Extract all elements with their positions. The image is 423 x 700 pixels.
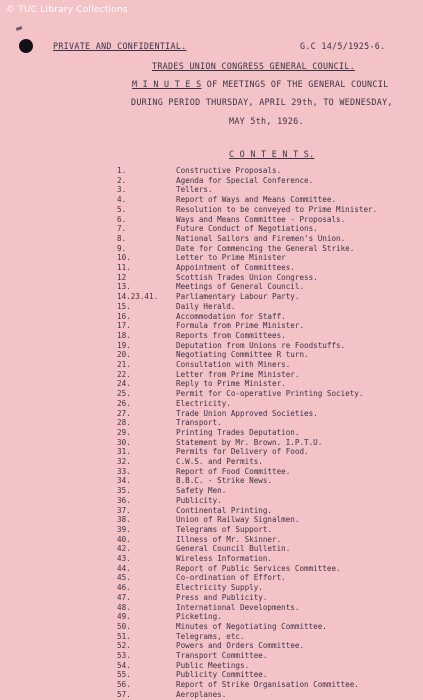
contents-item-title: Safety Men.: [176, 486, 227, 496]
contents-item-number: 18.: [117, 330, 131, 340]
contents-item-number: 26.: [117, 398, 131, 408]
minutes-heading: [132, 79, 388, 89]
contents-item-title: Permit for Co-operative Printing Society.: [176, 389, 364, 399]
contents-item-number: 40.: [117, 534, 131, 544]
contents-item-number: 24.: [117, 379, 131, 389]
contents-item-number: 29.: [117, 427, 131, 437]
contents-item-number: 7.: [117, 224, 127, 234]
contents-item-number: 21.: [117, 360, 131, 369]
contents-item-title: International Developments.: [176, 602, 300, 612]
contents-item-number: 17.: [117, 321, 131, 331]
contents-item-title: Statement by Mr. Brown. I.P.T.U.: [176, 437, 323, 447]
contents-item-number: 51.: [117, 631, 131, 641]
contents-item-title: Continental Printing.: [176, 505, 273, 515]
contents-item-number: 34.: [117, 476, 131, 486]
contents-item-title: Trade Union Approved Societies.: [176, 408, 318, 418]
contents-item-number: 38.: [117, 515, 131, 525]
contents-item-number: 36.: [117, 495, 131, 505]
contents-item-title: Future Conduct of Negotiations.: [176, 224, 318, 234]
contents-item-number: 35.: [117, 486, 131, 496]
contents-item-title: Picketing.: [176, 612, 222, 622]
contents-item-title: Press and Publicity.: [176, 592, 268, 602]
contents-item-number: 5.: [117, 204, 127, 214]
contents-item-title: Letter to Prime Minister: [176, 253, 286, 263]
date-line: MAY 5th, 1926.: [229, 116, 304, 126]
contents-item-number: 32.: [117, 457, 131, 466]
period-line: DURING PERIOD THURSDAY, APRIL 29th, TO WEDNESDAY,: [131, 97, 393, 107]
contents-item-title: B.B.C. - Strike News.: [176, 476, 273, 486]
contents-item-number: 46.: [117, 583, 131, 593]
contents-item-number: 14.23.41.: [117, 292, 159, 302]
contents-item-number: 56.: [117, 680, 131, 690]
contents-item-number: 27.: [117, 408, 131, 418]
contents-item-title: Appointment of Committees.: [176, 263, 295, 272]
contents-item-title: Wireless Information.: [176, 554, 273, 563]
organisation-heading: TRADES UNION CONGRESS GENERAL COUNCIL.: [152, 61, 356, 71]
minutes-label: M I N U T E S: [132, 79, 202, 89]
contents-item-title: Parliamentary Labour Party.: [176, 292, 300, 302]
contents-item-title: Electricity.: [176, 398, 231, 408]
contents-item-number: 10.: [117, 253, 131, 263]
contents-item-title: Reply to Prime Minister.: [176, 379, 286, 389]
contents-item-title: Report of Public Services Committee.: [176, 563, 341, 573]
contents-item-title: National Sailors and Firemen's Union.: [176, 233, 346, 243]
contents-item-title: Co-ordination of Effort.: [176, 573, 286, 583]
contents-item-number: 20.: [117, 350, 131, 360]
contents-item-number: 2.: [117, 175, 127, 185]
contents-item-title: Consultation with Miners.: [176, 360, 291, 369]
contents-item-number: 30.: [117, 437, 131, 447]
contents-item-number: 49.: [117, 612, 131, 622]
contents-item-number: 48.: [117, 602, 131, 612]
contents-item-title: Accommodation for Staff.: [176, 311, 286, 321]
contents-item-number: 9.: [117, 243, 127, 253]
contents-item-number: 16.: [117, 311, 131, 321]
contents-item-number: 47.: [117, 592, 131, 602]
contents-item-title: Illness of Mr. Skinner.: [176, 534, 282, 544]
contents-item-number: 52.: [117, 641, 131, 651]
contents-item-title: Publicity Committee.: [176, 670, 268, 680]
contents-item-title: Transport Committee.: [176, 651, 268, 660]
contents-item-title: Resolution to be conveyed to Prime Minister.: [176, 204, 378, 214]
contents-item-title: Ways and Means Committee - Proposals.: [176, 214, 346, 224]
contents-item-number: 15.: [117, 301, 131, 311]
minutes-rest: OF MEETINGS OF THE GENERAL COUNCIL: [206, 79, 389, 89]
contents-item-title: Aeroplanes.: [176, 689, 227, 699]
contents-item-title: Printing Trades Deputation.: [176, 427, 300, 437]
contents-item-title: C.W.S. and Permits.: [176, 457, 263, 466]
contents-item-number: 33.: [117, 466, 131, 476]
contents-item-number: 55.: [117, 670, 131, 680]
contents-item-number: 53.: [117, 651, 131, 660]
contents-item-title: Permits for Delivery of Food.: [176, 447, 309, 457]
contents-item-number: 37.: [117, 505, 131, 515]
contents-item-number: 3.: [117, 185, 127, 195]
contents-item-number: 54.: [117, 660, 131, 670]
contents-item-title: Electricity Supply.: [176, 583, 263, 593]
contents-item-number: 22.: [117, 369, 131, 379]
contents-item-title: Publicity.: [176, 495, 222, 505]
contents-item-title: Reports from Committees.: [176, 330, 286, 340]
classification-label: PRIVATE AND CONFIDENTIAL.: [53, 41, 187, 51]
contents-item-number: 44.: [117, 563, 131, 573]
watermark: © TUC Library Collections: [6, 5, 128, 15]
contents-item-title: Deputation from Unions re Foodstuffs.: [176, 340, 346, 350]
contents-item-title: Tellers.: [176, 185, 213, 195]
contents-item-number: 25.: [117, 389, 131, 399]
contents-item-title: Union of Railway Signalmen.: [176, 515, 300, 525]
reference-number: G.C 14/5/1925-6.: [300, 41, 386, 51]
contents-title: C O N T E N T S.: [229, 149, 315, 159]
contents-item-title: Telegrams of Support.: [176, 524, 273, 534]
contents-item-title: Telegrams, etc.: [176, 631, 245, 641]
ink-mark: [16, 26, 23, 31]
contents-item-title: Formula from Prime Minister.: [176, 321, 305, 331]
contents-item-title: Agenda for Special Conference.: [176, 175, 314, 185]
contents-item-title: Daily Herald.: [176, 301, 236, 311]
contents-item-title: Minutes of Negotiating Committee.: [176, 621, 327, 631]
contents-item-number: 11.: [117, 263, 131, 272]
contents-item-number: 28.: [117, 418, 131, 428]
contents-item-title: Powers and Orders Committee.: [176, 641, 305, 651]
contents-item-title: Public Meetings.: [176, 660, 250, 670]
contents-item-number: 45.: [117, 573, 131, 583]
contents-item-title: General Council Bulletin.: [176, 544, 291, 554]
contents-item-title: Report of Strike Organisation Committee.: [176, 680, 359, 690]
contents-item-number: 31.: [117, 447, 131, 457]
contents-item-number: 1.: [117, 166, 127, 175]
contents-item-number: 57.: [117, 689, 131, 699]
contents-item-number: 4.: [117, 195, 127, 205]
contents-item-title: Letter from Prime Minister.: [176, 369, 300, 379]
contents-item-number: 19.: [117, 340, 131, 350]
contents-item-title: Report of Ways and Means Committee.: [176, 195, 337, 205]
contents-item-title: Date for Commencing the General Strike.: [176, 243, 355, 253]
contents-item-number: 50.: [117, 621, 131, 631]
contents-item-title: Negotiating Committee R turn.: [176, 350, 309, 360]
contents-item-title: Scottish Trades Union Congress.: [176, 272, 318, 282]
contents-item-number: 42.: [117, 544, 131, 554]
contents-item-title: Constructive Proposals.: [176, 166, 282, 175]
contents-item-number: 12: [117, 272, 127, 282]
contents-item-number: 8.: [117, 233, 127, 243]
contents-item-title: Meetings of General Council.: [176, 282, 305, 292]
punch-hole: [19, 39, 33, 53]
contents-item-number: 6.: [117, 214, 127, 224]
contents-item-title: Transport.: [176, 418, 222, 428]
contents-item-number: 13.: [117, 282, 131, 292]
contents-item-title: Report of Food Committee.: [176, 466, 291, 476]
contents-item-number: 39.: [117, 524, 131, 534]
contents-item-number: 43.: [117, 554, 131, 563]
